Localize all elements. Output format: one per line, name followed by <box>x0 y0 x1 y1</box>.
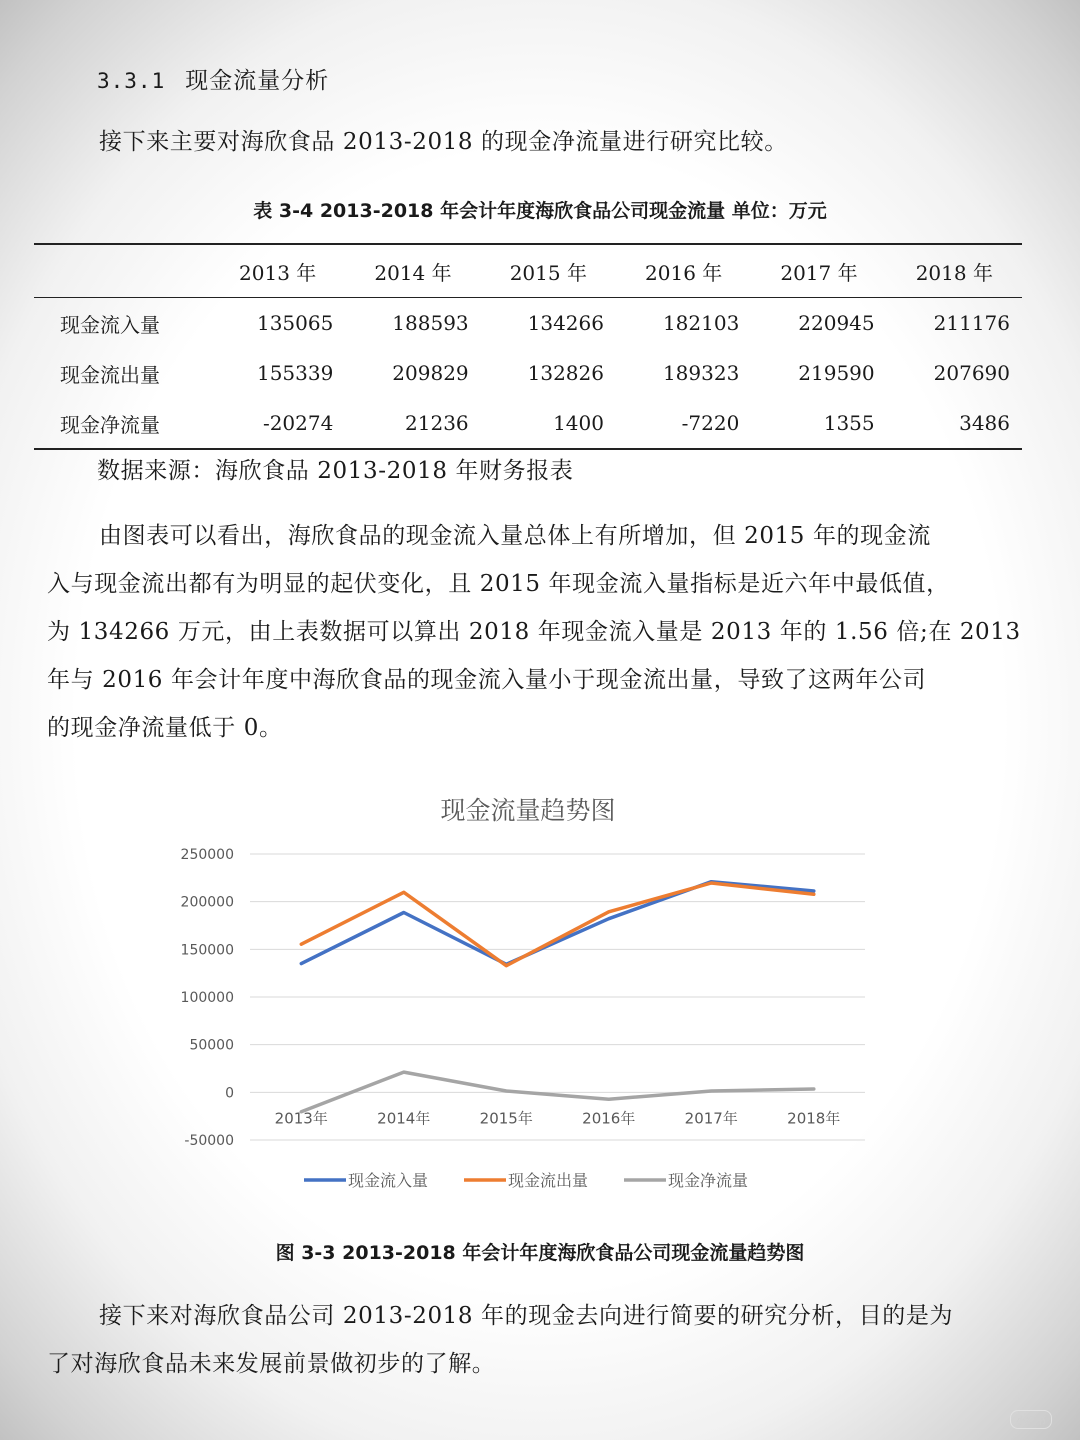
analysis-line: 年与 2016 年会计年度中海欣食品的现金流入量小于现金流出量，导致了这两年公司 <box>47 667 927 693</box>
figure-caption: 图 3-3 2013-2018 年会计年度海欣食品公司现金流量趋势图 <box>275 1242 805 1264</box>
column-header: 2013 年 <box>239 260 317 285</box>
closing-line: 接下来对海欣食品公司 2013-2018 年的现金去向进行简要的研究分析，目的是为 <box>99 1303 954 1329</box>
table-cell: 189323 <box>662 361 740 385</box>
analysis-line: 为 134266 万元，由上表数据可以算出 2018 年现金流入量是 2013 年的 1.56 倍;在 2013 <box>47 619 1021 645</box>
y-tick-label: -50000 <box>184 1133 234 1149</box>
x-tick-label: 2013年 <box>274 1109 328 1128</box>
analysis-line: 的现金净流量低于 0。 <box>47 715 283 741</box>
x-tick-label: 2017年 <box>684 1109 738 1128</box>
table-cell: -20274 <box>262 411 334 435</box>
table-cell: 134266 <box>527 311 604 335</box>
table-cell: 155339 <box>256 361 334 385</box>
analysis-line: 入与现金流出都有为明显的起伏变化，且 2015 年现金流入量指标是近六年中最低值， <box>47 571 950 597</box>
y-tick-label: 200000 <box>180 894 234 911</box>
legend-label: 现金流出量 <box>508 1171 589 1190</box>
section-heading <box>97 62 329 95</box>
column-header: 2017 年 <box>780 260 858 285</box>
y-tick-label: 50000 <box>189 1037 234 1054</box>
table-cell: 182103 <box>662 311 740 335</box>
analysis-line: 由图表可以看出，海欣食品的现金流入量总体上有所增加，但 2015 年的现金流 <box>99 523 931 549</box>
column-header: 2016 年 <box>645 260 723 285</box>
table-cell: 211176 <box>933 311 1010 335</box>
intro-paragraph: 接下来主要对海欣食品 2013-2018 的现金净流量进行研究比较。 <box>99 129 788 155</box>
section-number: 3.3.1 <box>97 69 166 93</box>
table-caption: 表 3-4 2013-2018 年会计年度海欣食品公司现金流量 单位：万元 <box>253 200 827 222</box>
table-row-outflow <box>34 348 1022 398</box>
row-label: 现金流入量 <box>60 312 160 337</box>
table-row-net <box>34 398 1022 449</box>
table-cell: 219590 <box>798 361 875 385</box>
table-header-row <box>34 244 1022 298</box>
analysis-paragraph <box>47 512 1033 752</box>
y-tick-label: 0 <box>225 1085 234 1102</box>
table-row-inflow <box>34 298 1022 349</box>
section-title: 现金流量分析 <box>185 68 330 94</box>
legend-label: 现金流入量 <box>348 1171 429 1190</box>
table-corner-cell <box>34 244 210 298</box>
table-cell: 132826 <box>527 361 604 385</box>
y-tick-label: 100000 <box>180 990 234 1006</box>
column-header: 2015 年 <box>509 260 587 285</box>
y-tick-label: 250000 <box>180 847 234 863</box>
closing-paragraph <box>47 1292 1033 1388</box>
table-cell: 209829 <box>392 361 469 385</box>
data-source-note: 数据来源：海欣食品 2013-2018 年财务报表 <box>97 458 574 484</box>
table-cell: -7220 <box>681 411 740 435</box>
y-tick-label: 150000 <box>180 942 234 959</box>
table-cell: 207690 <box>933 361 1010 385</box>
cash-flow-trend-chart <box>170 782 890 1202</box>
legend-label: 现金净流量 <box>668 1171 749 1190</box>
closing-line: 了对海欣食品未来发展前景做初步的了解。 <box>47 1351 496 1377</box>
row-label: 现金净流量 <box>60 412 160 437</box>
x-tick-label: 2015年 <box>479 1109 533 1128</box>
table-cell: 220945 <box>798 311 875 335</box>
x-tick-label: 2014年 <box>377 1109 431 1128</box>
column-header: 2014 年 <box>374 260 452 285</box>
x-tick-label: 2016年 <box>582 1109 636 1128</box>
watermark-logo: 小红书 <box>1010 1410 1052 1429</box>
table-cell: 1355 <box>823 411 875 435</box>
table-cell: 135065 <box>256 311 334 335</box>
table-cell: 21236 <box>405 411 469 435</box>
chart-title: 现金流量趋势图 <box>440 796 616 825</box>
cash-flow-table <box>34 243 1022 450</box>
row-label: 现金流出量 <box>60 362 160 387</box>
column-header: 2018 年 <box>915 260 993 285</box>
x-tick-label: 2018年 <box>787 1109 841 1128</box>
table-cell: 3486 <box>959 411 1010 435</box>
series-line-1 <box>301 882 814 965</box>
table-cell: 188593 <box>392 311 469 335</box>
table-cell: 1400 <box>553 411 604 435</box>
